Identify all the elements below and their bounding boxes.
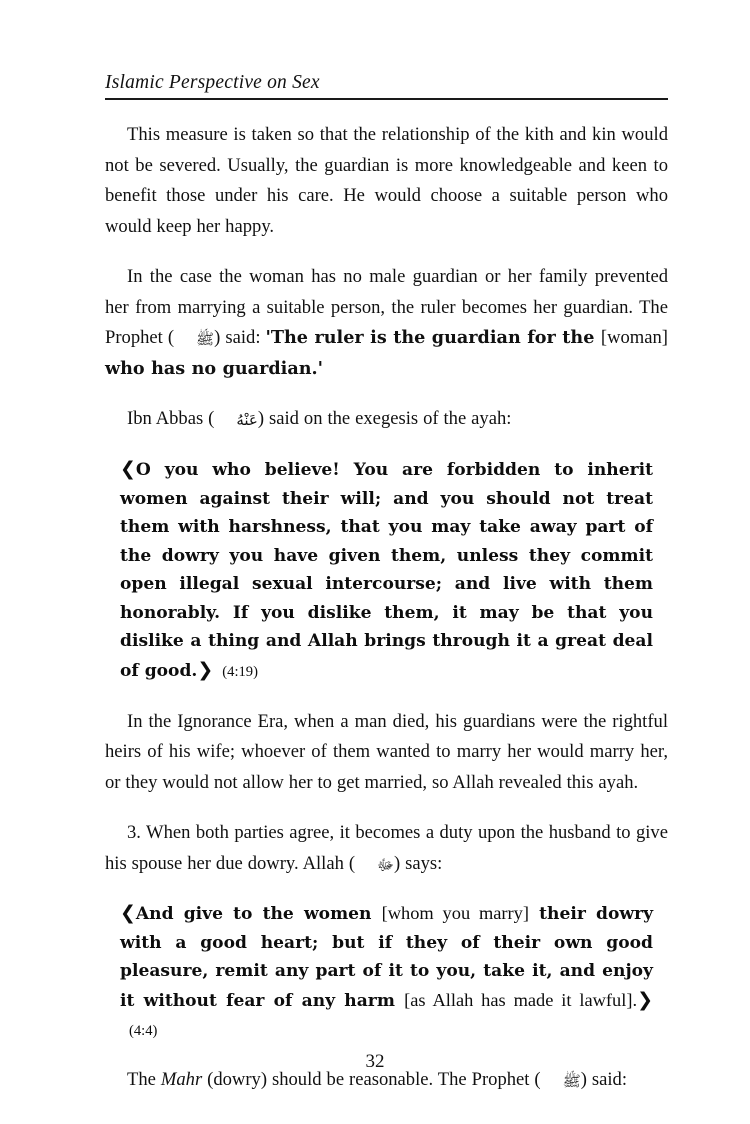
paragraph-6-text-part-2: (dowry) should be reasonable. The Prophet ( <box>202 1069 541 1091</box>
header-rule <box>105 98 668 100</box>
page-content <box>105 72 668 1096</box>
hadith-quote-part-2: who has no guardian.' <box>105 357 324 379</box>
paragraph-1-text: This measure is taken so that the relationship of the kith and kin would not be severed. Usually, the guardian is more knowledgeable and keen to benefit those under his care. He would choose a suitable person who would keep her happy. <box>105 124 668 237</box>
paragraph-2-text-after: ) said: <box>214 327 266 349</box>
prophet-honorific-icon-2: ﷺ <box>562 1074 581 1091</box>
quran-quote-1-text: O you who believe! You are forbidden to inherit women against their will; and you should not treat them with harshness, that you may take away part of the dowry you have given them, unless they commit open illegal sexual intercourse; and live with them honorably. If you dislike them, it may be that you dislike a thing and Allah brings through it a great deal of good. <box>120 459 653 682</box>
paragraph-6-text-part-3: ) said: <box>580 1069 627 1091</box>
paragraph-4 <box>105 707 668 799</box>
running-header: Islamic Perspective on Sex <box>105 72 320 93</box>
paragraph-1 <box>105 120 668 242</box>
quran-quote-block-2 <box>105 899 653 1045</box>
quote-open-bracket-icon: ❮ <box>120 457 136 480</box>
hadith-editorial-insert: [woman] <box>600 327 668 349</box>
paragraph-6-text-part-1: The <box>127 1069 161 1091</box>
paragraph-5 <box>105 818 668 879</box>
verse-reference-2: (4:4) <box>129 1022 158 1039</box>
paragraph-3 <box>105 404 668 435</box>
paragraph-3-text-after: ) said on the exegesis of the ayah: <box>257 408 512 430</box>
paragraph-5-text-after: ) says: <box>393 852 443 874</box>
companion-honorific-icon: عَنْهُ <box>236 413 258 430</box>
mahr-term: Mahr <box>160 1069 203 1091</box>
quran-quote-2-part-1: And give to the women <box>135 904 382 925</box>
quote-close-bracket-icon-2: ❯ <box>637 988 654 1011</box>
hadith-quote-part-1: 'The ruler is the guardian for the <box>265 327 601 349</box>
paragraph-3-text-before: Ibn Abbas ( <box>127 408 215 430</box>
verse-reference-1: (4:19) <box>222 664 258 681</box>
quran-quote-2-editorial-insert-1: [whom you marry] <box>381 903 529 924</box>
prophet-honorific-icon: ﷺ <box>196 332 215 349</box>
allah-honorific-icon: ﷻ <box>377 857 394 874</box>
paragraph-5-text-before: 3. When both parties agree, it becomes a duty upon the husband to give his spouse her due dowry. Allah ( <box>105 822 668 874</box>
quran-quote-2-editorial-insert-2: [as Allah has made it lawful]. <box>404 989 638 1010</box>
quran-quote-block-1 <box>105 455 653 687</box>
quran-quote-2-part-2: their dowry with a good heart; but if they of their own good pleasure, remit any part of it to you, take it, and enjoy it without fear of any harm <box>120 904 654 1011</box>
paragraph-2 <box>105 262 668 384</box>
paragraph-4-text: In the Ignorance Era, when a man died, his guardians were the rightful heirs of his wife; whoever of them wanted to marry her would marry her, or they would not allow her to get married, so Allah revealed this ayah. <box>105 710 668 793</box>
quote-close-bracket-icon: ❯ <box>197 659 214 682</box>
page-number: 32 <box>365 1051 385 1072</box>
paragraph-2-text-before: In the case the woman has no male guardian or her family prevented her from marrying a suitable person, the ruler becomes her guardian. The Prophet ( <box>105 266 668 349</box>
quote-open-bracket-icon-2: ❮ <box>120 902 136 925</box>
